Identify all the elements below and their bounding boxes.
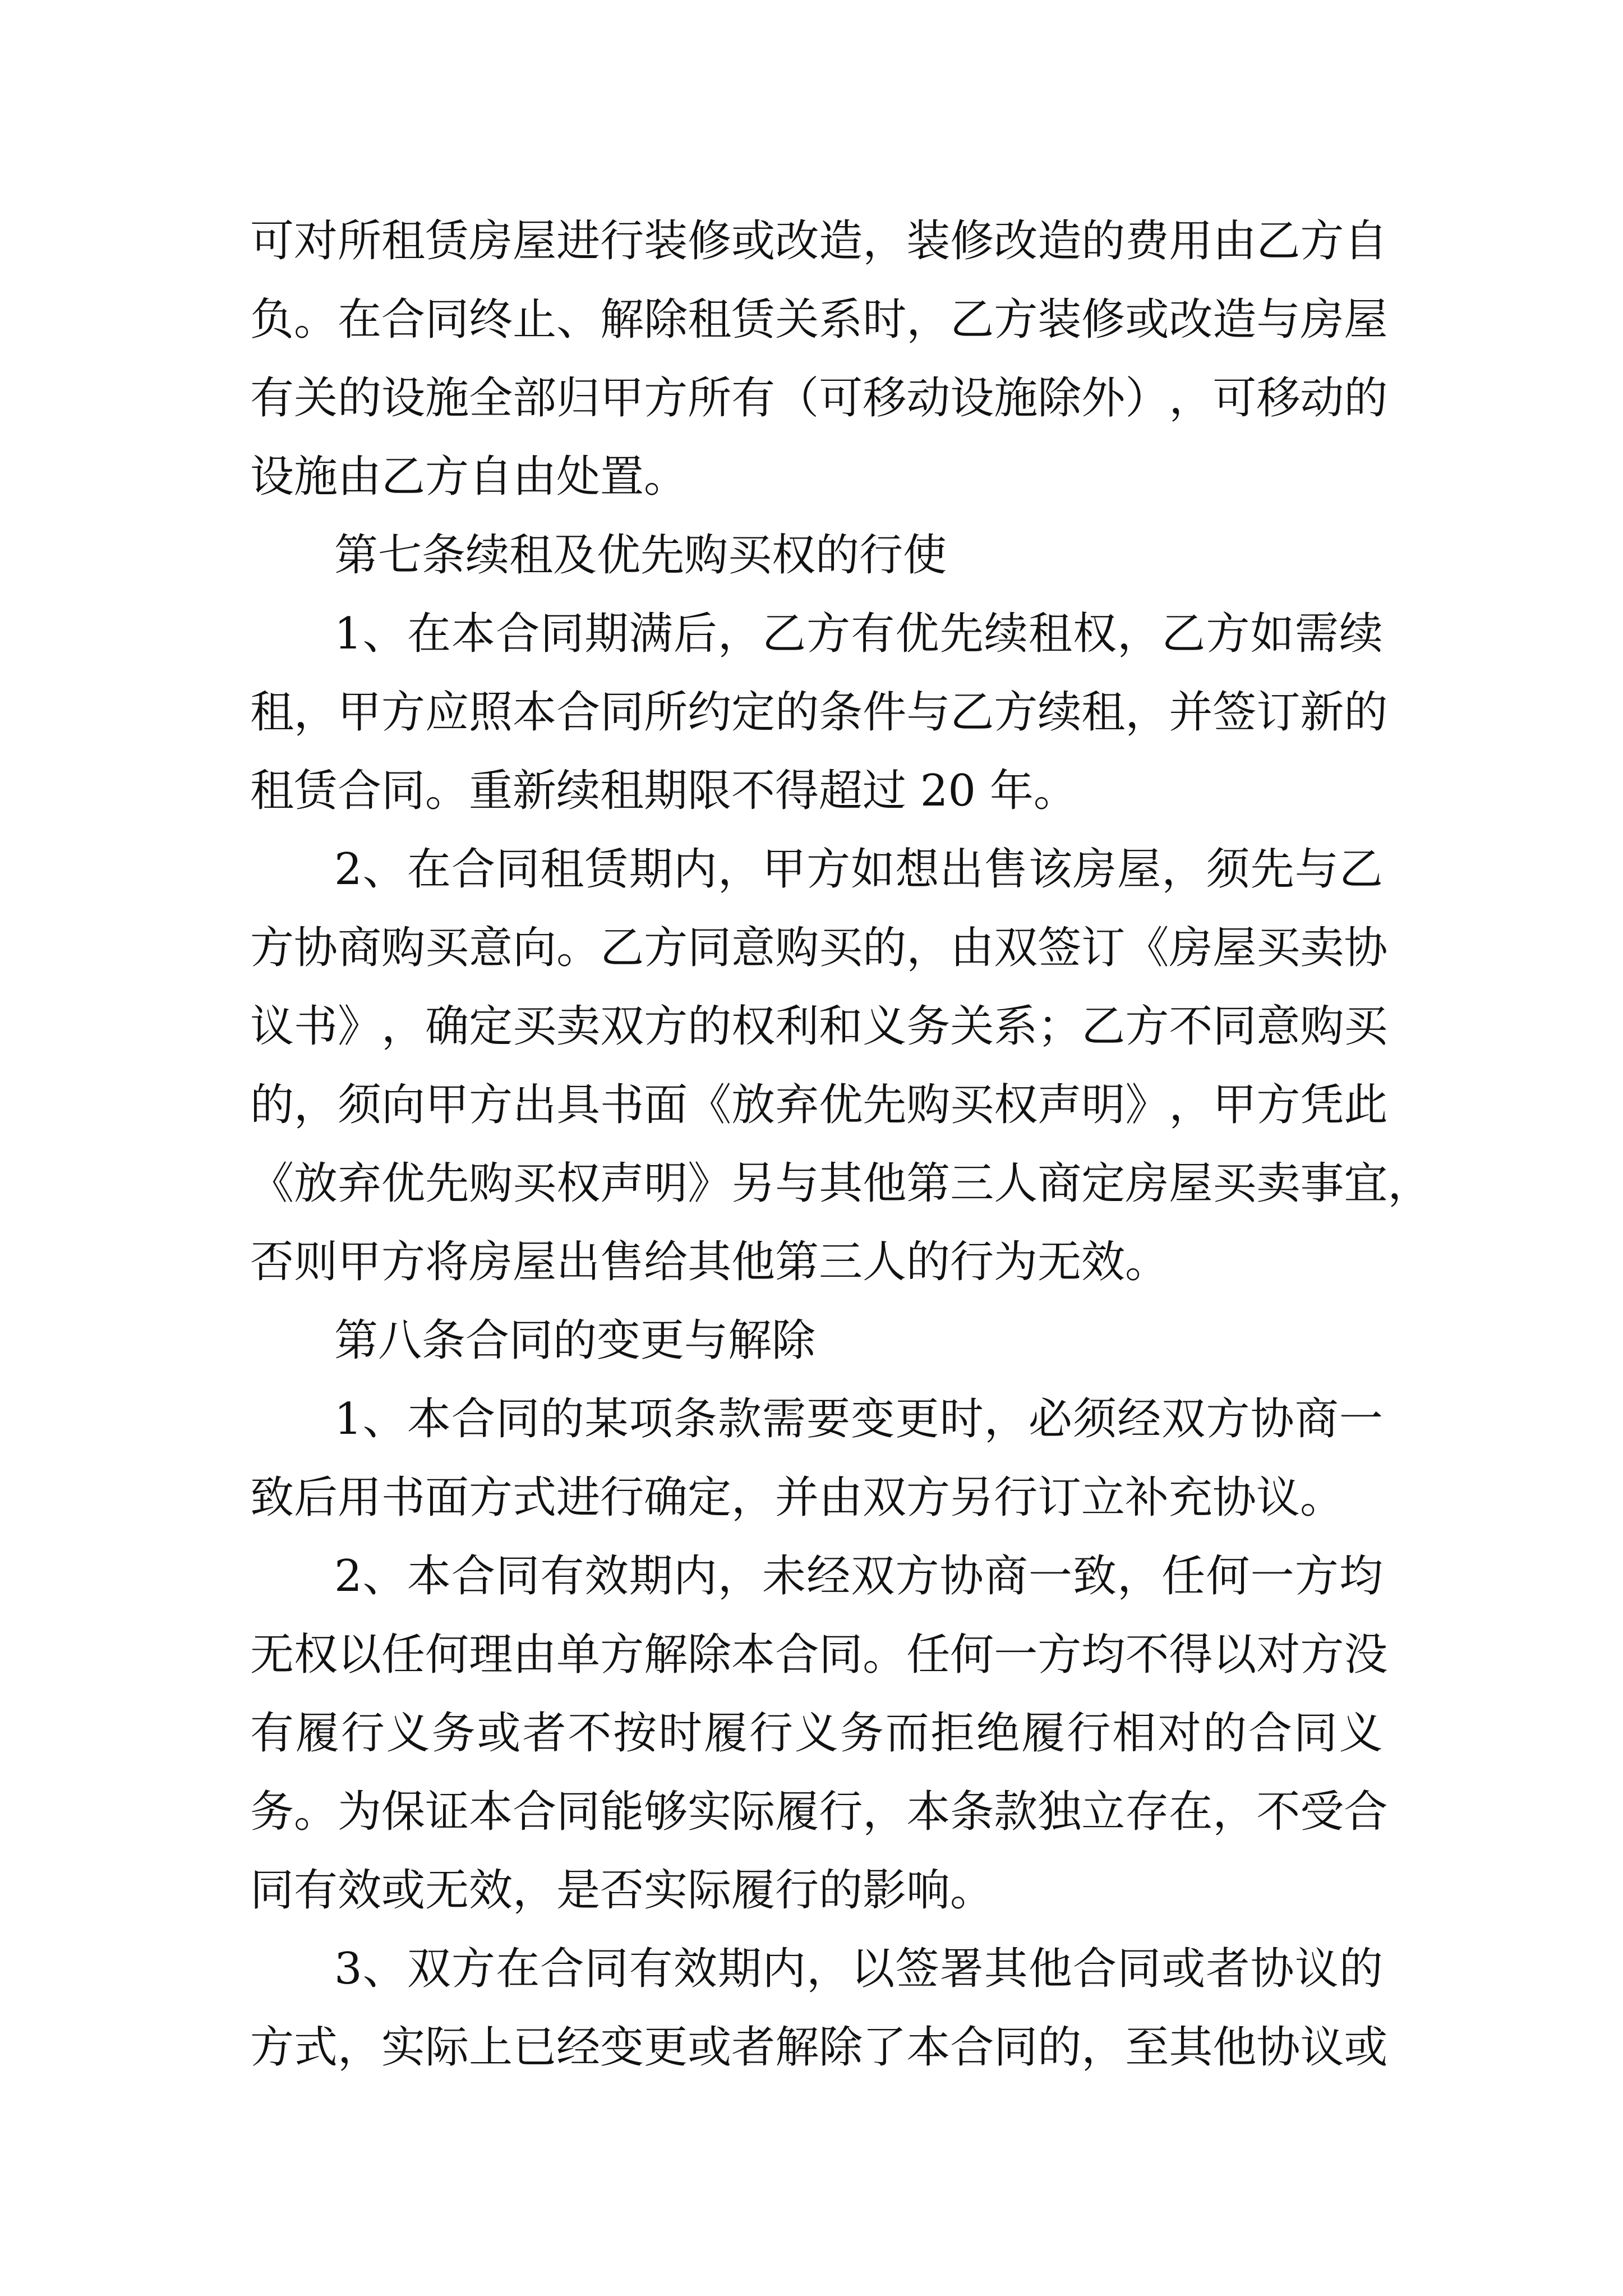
section-heading: 第七条续租及优先购买权的行使 xyxy=(334,530,947,581)
text-line: 租赁合同。重新续租期限不得超过 20 年。 xyxy=(250,766,1077,816)
text-line: 设施由乙方自由处置。 xyxy=(250,452,688,502)
text-line: 务 。 为 保 证 本 合 同 能 够 实 际 履 行 ， 本 条 款 独 立 存 在 ， 不 受 合 xyxy=(250,1787,1388,1837)
text-line: 有 关 的 设 施 全 部 归 甲 方 所 有 （ 可 移 动 设 施 除 外 ） ， 可 移 动 的 xyxy=(250,373,1388,424)
text-line: 的 ， 须 向 甲 方 出 具 书 面 《 放 弃 优 先 购 买 权 声 明 》 ， 甲 方 凭 此 xyxy=(250,1080,1388,1130)
text-line: 《 放 弃 优 先 购 买 权 声 明 》 另 与 其 他 第 三 人 商 定 房 屋 买 卖 事 宜 ， xyxy=(250,1158,1432,1209)
text-line: 有 履 行 义 务 或 者 不 按 时 履 行 义 务 而 拒 绝 履 行 相 对 的 合 同 义 xyxy=(250,1708,1383,1759)
text-line: 1 、 本 合 同 的 某 项 条 款 需 要 变 更 时 ， 必 须 经 双 方 协 商 一 xyxy=(334,1394,1383,1444)
text-line: 2 、 在 合 同 租 赁 期 内 ， 甲 方 如 想 出 售 该 房 屋 ， 须 先 与 乙 xyxy=(334,844,1383,895)
text-line: 2 、 本 合 同 有 效 期 内 ， 未 经 双 方 协 商 一 致 ， 任 何 一 方 均 xyxy=(334,1551,1383,1602)
text-line: 议 书 》 ， 确 定 买 卖 双 方 的 权 利 和 义 务 关 系 ； 乙 方 不 同 意 购 买 xyxy=(250,1001,1388,1052)
text-line: 负 。 在 合 同 终 止 、 解 除 租 赁 关 系 时 ， 乙 方 装 修 或 改 造 与 房 屋 xyxy=(250,295,1388,345)
section-heading: 第八条合同的变更与解除 xyxy=(334,1315,816,1366)
text-line: 方 式 ， 实 际 上 已 经 变 更 或 者 解 除 了 本 合 同 的 ， 至 其 他 协 议 或 xyxy=(250,2022,1388,2073)
text-line: 3 、 双 方 在 合 同 有 效 期 内 ， 以 签 署 其 他 合 同 或 者 协 议 的 xyxy=(334,1944,1383,1994)
text-line: 方 协 商 购 买 意 向 。 乙 方 同 意 购 买 的 ， 由 双 签 订 《 房 屋 买 卖 协 xyxy=(250,923,1388,973)
text-line: 无 权 以 任 何 理 由 单 方 解 除 本 合 同 。 任 何 一 方 均 不 得 以 对 方 没 xyxy=(250,1630,1388,1680)
text-line: 租 ， 甲 方 应 照 本 合 同 所 约 定 的 条 件 与 乙 方 续 租 ， 并 签 订 新 的 xyxy=(250,687,1388,738)
text-line: 否则甲方将房屋出售给其他第三人的行为无效。 xyxy=(250,1237,1169,1287)
text-line: 致后用书面方式进行确定，并由双方另行订立补充协议。 xyxy=(250,1473,1344,1523)
text-line: 1 、 在 本 合 同 期 满 后 ， 乙 方 有 优 先 续 租 权 ， 乙 方 如 需 续 xyxy=(334,609,1383,659)
text-line: 可 对 所 租 赁 房 屋 进 行 装 修 或 改 造 ， 装 修 改 造 的 费 用 由 乙 方 自 xyxy=(250,216,1388,266)
text-line: 同有效或无效，是否实际履行的影响。 xyxy=(250,1865,994,1916)
